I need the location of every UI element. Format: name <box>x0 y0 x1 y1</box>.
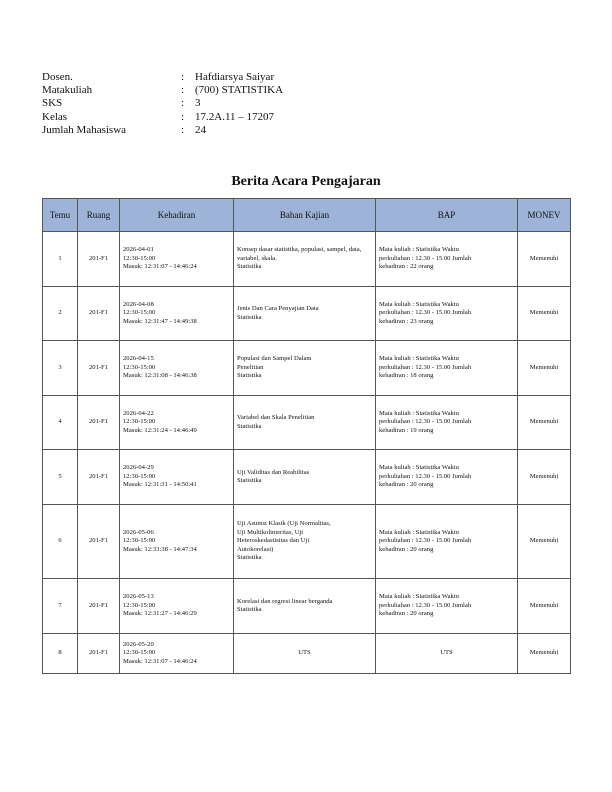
cell-bap: Mata kuliah : Statistika Waktu perkuliahan : 12.30 - 15.00 Jumlah kehadiran : 18 orang <box>376 341 518 396</box>
cell-temu: 5 <box>43 450 78 505</box>
cell-kehadiran: 2026-04-22 12:30-15:00 Masuk: 12:31:24 - 14:46:49 <box>120 396 234 450</box>
info-value: (700) STATISTIKA <box>195 84 284 97</box>
cell-bap: UTS <box>376 634 518 674</box>
cell-bahan-kajian: Korelasi dan regresi linear berganda Statistika <box>234 579 376 634</box>
info-value: 3 <box>195 97 201 110</box>
course-info <box>42 71 283 137</box>
info-row-dosen <box>42 71 283 84</box>
cell-bahan-kajian: Jenis Dan Cara Penyajian Data Statistika <box>234 287 376 341</box>
cell-ruang: 201-F1 <box>78 505 120 579</box>
info-row-matakuliah <box>42 84 283 97</box>
cell-bahan-kajian: Variabel dan Skala Penelitian Statistika <box>234 396 376 450</box>
cell-monev: Memenuhi <box>518 396 571 450</box>
cell-ruang: 201-F1 <box>78 396 120 450</box>
cell-kehadiran: 2026-04-29 12:30-15:00 Masuk: 12:31:31 - 14:50:41 <box>120 450 234 505</box>
cell-temu: 2 <box>43 287 78 341</box>
info-label: Kelas <box>42 110 68 123</box>
cell-temu: 1 <box>43 232 78 287</box>
cell-ruang: 201-F1 <box>78 232 120 287</box>
cell-temu: 3 <box>43 341 78 396</box>
table-row <box>43 505 571 579</box>
cell-temu: 7 <box>43 579 78 634</box>
cell-monev: Memenuhi <box>518 505 571 579</box>
cell-monev: Memenuhi <box>518 341 571 396</box>
table-row <box>43 287 571 341</box>
table-row <box>43 396 571 450</box>
header-bahan-kajian: Bahan Kajian <box>234 199 376 232</box>
info-row-kelas <box>42 111 283 124</box>
cell-ruang: 201-F1 <box>78 287 120 341</box>
table-row <box>43 232 571 287</box>
cell-ruang: 201-F1 <box>78 341 120 396</box>
info-value: 24 <box>195 123 206 136</box>
header-ruang: Ruang <box>78 199 120 232</box>
info-label: Matakuliah <box>42 84 93 97</box>
cell-bahan-kajian: Populasi dan Sampel Dalam Penelitian Statistika <box>234 341 376 396</box>
cell-kehadiran: 2026-04-08 12:30-15:00 Masuk: 12:31:47 - 14:49:38 <box>120 287 234 341</box>
cell-temu: 4 <box>43 396 78 450</box>
info-colon: : <box>181 71 185 83</box>
cell-kehadiran: 2026-05-20 12:30-15:00 Masuk: 12:31:07 - 14:46:24 <box>120 634 234 674</box>
info-label: Jumlah Mahasiswa <box>42 123 127 136</box>
info-colon: : <box>181 110 185 123</box>
cell-bap: Mata kuliah : Statistika Waktu perkuliahan : 12.30 - 15.00 Jumlah kehadiran : 19 orang <box>376 396 518 450</box>
cell-temu: 8 <box>43 634 78 674</box>
cell-monev: Memenuhi <box>518 450 571 505</box>
cell-bahan-kajian: Konsep dasar statistika, populasi, sampel, data, variabel, skala. Statistika <box>234 232 376 287</box>
cell-ruang: 201-F1 <box>78 450 120 505</box>
header-kehadiran: Kehadiran <box>120 199 234 232</box>
cell-bahan-kajian: UTS <box>234 634 376 674</box>
cell-ruang: 201-F1 <box>78 579 120 634</box>
attendance-table <box>42 198 571 674</box>
cell-ruang: 201-F1 <box>78 634 120 674</box>
header-bap: BAP <box>376 199 518 232</box>
info-colon: : <box>181 84 185 97</box>
header-monev: MONEV <box>518 199 571 232</box>
info-row-jumlah-mahasiswa <box>42 124 283 137</box>
cell-monev: Memenuhi <box>518 287 571 341</box>
cell-kehadiran: 2026-05-13 12:30-15:00 Masuk: 12:31:27 - 14:46:29 <box>120 579 234 634</box>
cell-kehadiran: 2026-05-06 12:30-15:00 Masuk: 12:33:38 - 14:47:34 <box>120 505 234 579</box>
info-label: Dosen. <box>42 71 73 83</box>
cell-temu: 6 <box>43 505 78 579</box>
cell-bahan-kajian: Uji Asumsi Klasik (Uji Normalitas, Uji Multikolinieritas, Uji Heteroskedastisitas dan Uji Autokorelasi) Statistika <box>234 505 376 579</box>
table-header-row <box>43 199 571 232</box>
cell-monev: Memenuhi <box>518 232 571 287</box>
cell-bap: Mata kuliah : Statistika Waktu perkuliahan : 12.30 - 15.00 Jumlah kehadiran : 23 orang <box>376 287 518 341</box>
cell-bap: Mata kuliah : Statistika Waktu perkuliahan : 12.30 - 15.00 Jumlah kehadiran : 20 orang <box>376 450 518 505</box>
info-colon: : <box>181 123 185 136</box>
table-row <box>43 579 571 634</box>
info-colon: : <box>181 97 185 110</box>
cell-monev: Memenuhi <box>518 579 571 634</box>
table-row <box>43 450 571 505</box>
cell-bap: Mata kuliah : Statistika Waktu perkuliahan : 12.30 - 15.00 Jumlah kehadiran : 22 orang <box>376 232 518 287</box>
cell-bap: Mata kuliah : Statistika Waktu perkuliahan : 12.30 - 15.00 Jumlah kehadiran : 20 orang <box>376 579 518 634</box>
cell-kehadiran: 2026-04-01 12:30-15:00 Masuk: 12:31:07 - 14:46:24 <box>120 232 234 287</box>
cell-bap: Mata kuliah : Statistika Waktu perkuliahan : 12.30 - 15.00 Jumlah kehadiran : 20 orang <box>376 505 518 579</box>
cell-kehadiran: 2026-04-15 12:30-15:00 Masuk: 12:31:08 - 14:46:38 <box>120 341 234 396</box>
info-value: Hafdiarsya Saiyar <box>195 71 275 83</box>
header-temu: Temu <box>43 199 78 232</box>
table-row <box>43 634 571 674</box>
cell-bahan-kajian: Uji Validitas dan Reabilitas Statistika <box>234 450 376 505</box>
info-value: 17.2A.11 – 17207 <box>195 110 275 123</box>
table-row <box>43 341 571 396</box>
info-label: SKS <box>42 97 63 110</box>
cell-monev: Memenuhi <box>518 634 571 674</box>
info-row-sks <box>42 97 283 110</box>
document-title: Berita Acara Pengajaran <box>231 174 381 189</box>
